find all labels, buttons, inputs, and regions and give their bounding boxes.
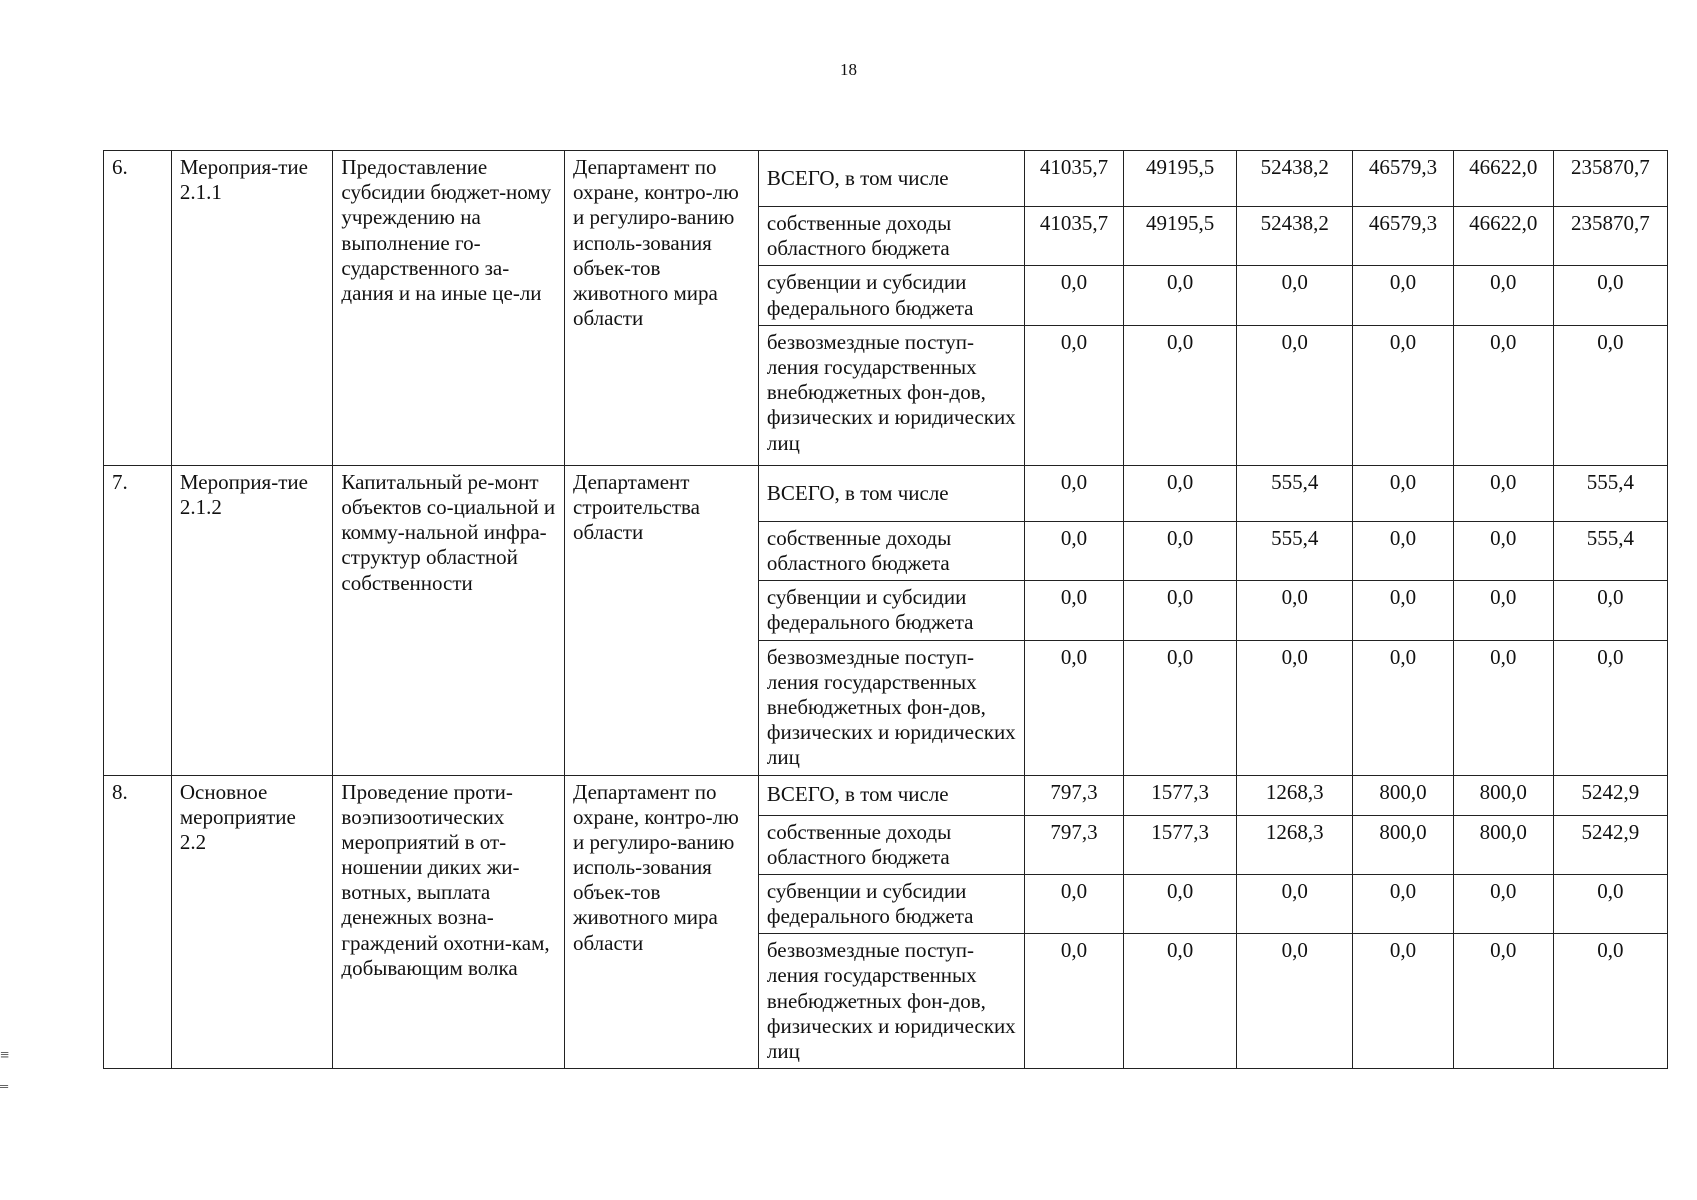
amount-cell: 49195,5 xyxy=(1124,207,1237,266)
amount-cell: 0,0 xyxy=(1024,874,1123,933)
amount-cell: 0,0 xyxy=(1024,266,1123,325)
funding-source-label xyxy=(758,325,1024,465)
amount-cell: 41035,7 xyxy=(1024,151,1123,207)
amount-cell: 1577,3 xyxy=(1124,815,1237,874)
amount-cell: 0,0 xyxy=(1453,521,1553,580)
responsible-department: Департамент по охране, контро-лю и регулиро-ванию исполь-зования объек-тов животного мира области xyxy=(565,775,759,1069)
amount-cell: 0,0 xyxy=(1453,874,1553,933)
amount-total-cell: 5242,9 xyxy=(1553,775,1667,815)
activity-name: Мероприя-тие 2.1.2 xyxy=(171,465,333,775)
funding-source-text: субвенции и субсидии федерального бюджета xyxy=(766,878,974,929)
funding-source-text: безвозмездные поступ-ления государственных внебюджетных фон-дов, физических и юридических лиц xyxy=(766,329,1016,455)
amount-cell: 49195,5 xyxy=(1124,151,1237,207)
funding-source-label xyxy=(758,640,1024,775)
amount-cell: 0,0 xyxy=(1237,874,1353,933)
row-number: 8. xyxy=(104,775,172,1069)
activity-description: Капитальный ре-монт объектов со-циальной и комму-нальной инфра-структур областной собственности xyxy=(333,465,565,775)
amount-cell: 0,0 xyxy=(1353,521,1453,580)
amount-cell: 0,0 xyxy=(1353,874,1453,933)
amount-cell: 0,0 xyxy=(1124,325,1237,465)
row-number: 7. xyxy=(104,465,172,775)
amount-cell: 0,0 xyxy=(1237,640,1353,775)
amount-total-cell: 235870,7 xyxy=(1553,207,1667,266)
amount-total-cell: 0,0 xyxy=(1553,640,1667,775)
amount-cell: 1268,3 xyxy=(1237,775,1353,815)
amount-total-cell: 0,0 xyxy=(1553,934,1667,1069)
funding-source-label xyxy=(758,581,1024,640)
amount-cell: 46579,3 xyxy=(1353,151,1453,207)
funding-source-text: безвозмездные поступ-ления государственных внебюджетных фон-дов, физических и юридических лиц xyxy=(766,644,1016,770)
funding-source-label xyxy=(758,521,1024,580)
amount-cell: 797,3 xyxy=(1024,815,1123,874)
amount-total-cell: 0,0 xyxy=(1553,266,1667,325)
responsible-department: Департамент по охране, контро-лю и регулиро-ванию исполь-зования объек-тов животного мира области xyxy=(565,151,759,466)
amount-cell: 0,0 xyxy=(1124,465,1237,521)
activity-row xyxy=(104,775,1668,815)
activity-description: Проведение проти-воэпизоотических мероприятий в от-ношении диких жи-вотных, выплата денежных возна-граждений охотни-кам, добывающим волка xyxy=(333,775,565,1069)
amount-cell: 0,0 xyxy=(1453,266,1553,325)
amount-cell: 555,4 xyxy=(1237,521,1353,580)
amount-cell: 0,0 xyxy=(1124,266,1237,325)
amount-cell: 46622,0 xyxy=(1453,207,1553,266)
amount-cell: 0,0 xyxy=(1237,266,1353,325)
amount-cell: 0,0 xyxy=(1124,581,1237,640)
funding-source-text: ВСЕГО, в том числе xyxy=(766,165,949,190)
amount-cell: 0,0 xyxy=(1353,325,1453,465)
funding-source-text: субвенции и субсидии федерального бюджета xyxy=(766,585,974,635)
scan-edge-marks: ≡ ‗ xyxy=(0,1047,10,1088)
amount-cell: 0,0 xyxy=(1124,521,1237,580)
amount-cell: 1577,3 xyxy=(1124,775,1237,815)
amount-total-cell: 555,4 xyxy=(1553,465,1667,521)
funding-source-text: ВСЕГО, в том числе xyxy=(766,782,949,807)
amount-total-cell: 0,0 xyxy=(1553,874,1667,933)
funding-source-label xyxy=(758,874,1024,933)
amount-cell: 800,0 xyxy=(1453,775,1553,815)
amount-cell: 0,0 xyxy=(1024,640,1123,775)
amount-cell: 0,0 xyxy=(1124,874,1237,933)
amount-cell: 46622,0 xyxy=(1453,151,1553,207)
amount-cell: 0,0 xyxy=(1353,934,1453,1069)
amount-cell: 0,0 xyxy=(1353,266,1453,325)
amount-total-cell: 5242,9 xyxy=(1553,815,1667,874)
amount-cell: 0,0 xyxy=(1237,934,1353,1069)
activity-description: Предоставление субсидии бюджет-ному учреждению на выполнение го-сударственного за-дания и на иные це-ли xyxy=(333,151,565,466)
amount-cell: 0,0 xyxy=(1024,465,1123,521)
funding-source-text: собственные доходы областного бюджета xyxy=(766,211,952,261)
amount-cell: 555,4 xyxy=(1237,465,1353,521)
amount-cell: 0,0 xyxy=(1353,465,1453,521)
amount-cell: 1268,3 xyxy=(1237,815,1353,874)
activity-name: Основное мероприятие 2.2 xyxy=(171,775,333,1069)
amount-cell: 46579,3 xyxy=(1353,207,1453,266)
funding-source-label xyxy=(758,934,1024,1069)
funding-total-label xyxy=(758,775,1024,815)
amount-cell: 41035,7 xyxy=(1024,207,1123,266)
funding-total-label xyxy=(758,151,1024,207)
amount-cell: 0,0 xyxy=(1237,581,1353,640)
amount-cell: 0,0 xyxy=(1237,325,1353,465)
amount-cell: 52438,2 xyxy=(1237,151,1353,207)
activity-name: Мероприя-тие 2.1.1 xyxy=(171,151,333,466)
amount-cell: 0,0 xyxy=(1453,325,1553,465)
amount-cell: 0,0 xyxy=(1024,521,1123,580)
activity-row xyxy=(104,151,1668,207)
funding-source-label xyxy=(758,815,1024,874)
amount-cell: 800,0 xyxy=(1453,815,1553,874)
amount-cell: 0,0 xyxy=(1353,581,1453,640)
amount-cell: 0,0 xyxy=(1024,934,1123,1069)
amount-total-cell: 235870,7 xyxy=(1553,151,1667,207)
funding-total-label xyxy=(758,465,1024,521)
funding-source-text: собственные доходы областного бюджета xyxy=(766,525,952,575)
amount-total-cell: 0,0 xyxy=(1553,581,1667,640)
amount-cell: 800,0 xyxy=(1353,775,1453,815)
amount-cell: 0,0 xyxy=(1453,934,1553,1069)
amount-cell: 800,0 xyxy=(1353,815,1453,874)
funding-source-text: субвенции и субсидии федерального бюджета xyxy=(766,270,974,320)
amount-cell: 52438,2 xyxy=(1237,207,1353,266)
responsible-department: Департамент строительства области xyxy=(565,465,759,775)
activity-row xyxy=(104,465,1668,521)
budget-table xyxy=(103,150,1668,1069)
funding-source-label xyxy=(758,207,1024,266)
funding-source-text: собственные доходы областного бюджета xyxy=(766,819,952,869)
table-body xyxy=(104,151,1668,1069)
row-number: 6. xyxy=(104,151,172,466)
amount-cell: 797,3 xyxy=(1024,775,1123,815)
amount-cell: 0,0 xyxy=(1453,465,1553,521)
amount-total-cell: 0,0 xyxy=(1553,325,1667,465)
amount-cell: 0,0 xyxy=(1453,640,1553,775)
amount-cell: 0,0 xyxy=(1453,581,1553,640)
page-number: 18 xyxy=(840,60,857,79)
funding-source-text: ВСЕГО, в том числе xyxy=(766,480,949,505)
amount-cell: 0,0 xyxy=(1124,640,1237,775)
amount-cell: 0,0 xyxy=(1124,934,1237,1069)
amount-total-cell: 555,4 xyxy=(1553,521,1667,580)
funding-source-label xyxy=(758,266,1024,325)
amount-cell: 0,0 xyxy=(1353,640,1453,775)
amount-cell: 0,0 xyxy=(1024,581,1123,640)
funding-source-text: безвозмездные поступ-ления государственных внебюджетных фон-дов, физических и юридических лиц xyxy=(766,938,1016,1063)
amount-cell: 0,0 xyxy=(1024,325,1123,465)
